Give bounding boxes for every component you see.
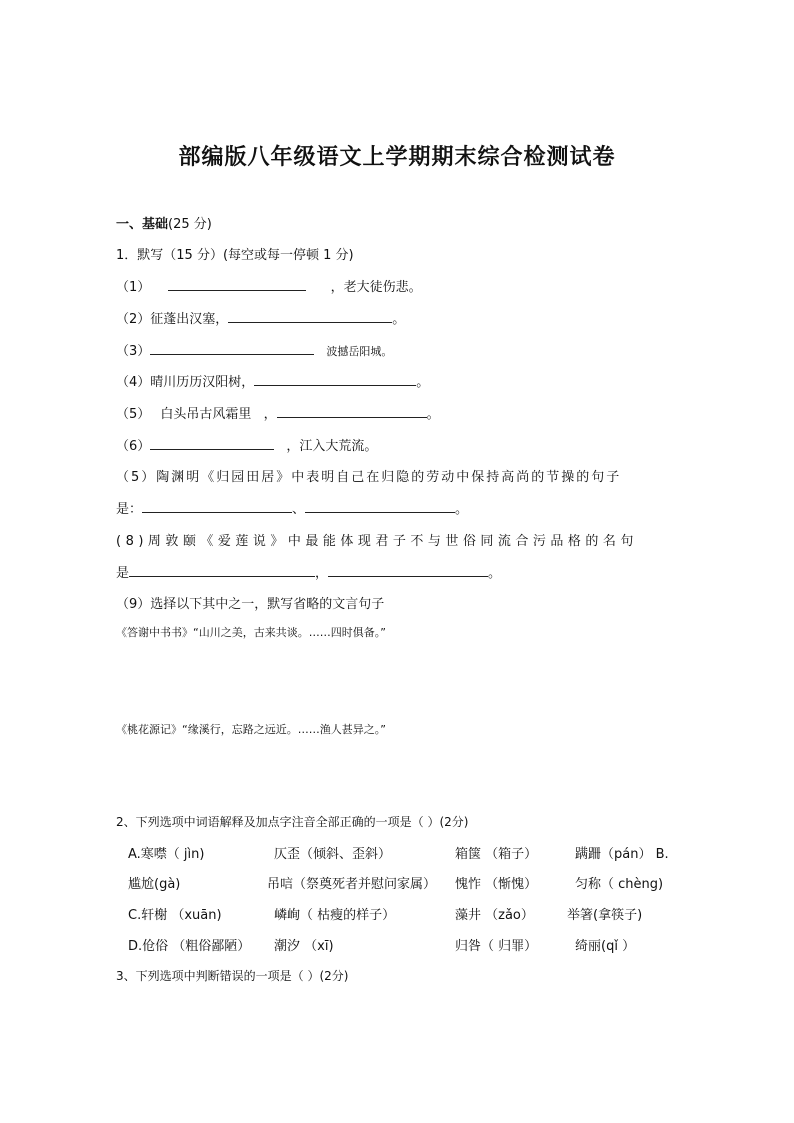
answer-blank[interactable]: [150, 340, 314, 355]
q1-tao-prompt: （5）陶渊明《归园田居》中表明自己在归隐的劳动中保持高尚的节操的句子: [116, 470, 622, 485]
item-number: （1）: [116, 280, 151, 295]
page-title: 部编版八年级语文上学期期末综合检测试卷: [178, 145, 616, 170]
section-score: (25 分): [168, 217, 212, 232]
q2-row-a: 箱箧 （箱子）: [455, 847, 538, 862]
line-end: 。: [488, 566, 502, 581]
item-number: （4）: [116, 375, 151, 390]
section-label: 一、基础: [116, 217, 169, 232]
q1-item-3: [116, 340, 392, 359]
item-text: 晴川历历汉阳树，: [150, 375, 255, 390]
q2-heading: 2、下列选项中词语解释及加点字注音全部正确的一项是（ ）(2分): [116, 815, 469, 829]
answer-blank[interactable]: [142, 498, 292, 513]
q2-row-d: 绮丽(qǐ ）: [575, 939, 636, 954]
q1-heading: 1．默写（15 分）(每空或每一停顿 1 分): [116, 248, 354, 263]
q1-item-4: [116, 371, 429, 390]
q2-row-b: 吊唁（祭奠死者并慰问家属）: [267, 877, 437, 892]
q2-row-c: 藻井 （zǎo）: [455, 908, 534, 923]
q2-row-d: 归咎（ 归罪）: [455, 939, 538, 954]
q3-heading: 3、下列选项中判断错误的一项是（ ）(2分): [116, 969, 349, 983]
section-heading: [116, 213, 212, 232]
item-text: 波撼岳阳城。: [326, 345, 393, 358]
item-text: 征蓬出汉塞，: [150, 312, 229, 327]
q2-row-b: 愧怍 （惭愧）: [455, 877, 538, 892]
answer-blank[interactable]: [129, 562, 315, 577]
q1-tao-answer-line: [116, 498, 468, 517]
item-number: （3）: [116, 344, 151, 359]
q1-zhou-prompt: (8)周敦颐《爱莲说》中最能体现君子不与世俗同流合污品格的名句: [116, 534, 638, 549]
item-number: （5）: [116, 407, 151, 422]
answer-blank[interactable]: [150, 435, 274, 450]
item-text-end: 。: [416, 375, 430, 390]
item-number: （2）: [116, 312, 151, 327]
item-text: ，江入大荒流。: [286, 439, 378, 454]
q2-row-b: 尴尬(gà): [128, 877, 181, 892]
item-text-end: 。: [426, 407, 440, 422]
q1-zhou-answer-line: [116, 562, 501, 581]
q1-item-6: [116, 435, 377, 454]
q2-row-d: 潮汐 （xī): [274, 939, 334, 954]
q2-row-c: C.轩榭 （xuān): [128, 908, 222, 923]
q1-item-1: [116, 276, 422, 295]
item-number: （6）: [116, 439, 151, 454]
q2-row-a: A.寒噤（ jìn): [128, 847, 205, 862]
q2-row-c: 嶙峋（ 枯瘦的样子）: [274, 908, 396, 923]
q2-row-a: 蹒跚（pán） B.: [575, 847, 669, 862]
line-end: 。: [455, 502, 469, 517]
separator: ，: [315, 566, 329, 581]
answer-blank[interactable]: [277, 403, 427, 418]
item-text: 白头吊古风霜里: [160, 407, 252, 422]
q1-item-9-option-1: 《答谢中书书》“山川之美，古来共谈。……四时俱备。”: [116, 626, 386, 639]
answer-blank[interactable]: [254, 371, 416, 386]
line-prefix: 是: [116, 566, 130, 581]
q2-row-c: 举箸(拿筷子): [567, 908, 643, 923]
separator: 、: [292, 502, 306, 517]
line-prefix: 是：: [116, 502, 143, 517]
q1-item-5: （5） 白头吊古风霜里 ， 。: [116, 403, 440, 422]
answer-blank[interactable]: [328, 562, 488, 577]
q1-item-2: [116, 308, 405, 327]
item-text-end: 。: [392, 312, 406, 327]
q1-item-9-option-2: 《桃花源记》“缘溪行，忘路之远近。……渔人甚异之。”: [116, 723, 386, 736]
answer-blank[interactable]: [228, 308, 392, 323]
q2-row-a: 仄歪（倾斜、歪斜）: [274, 847, 392, 862]
q1-item-9: （9）选择以下其中之一，默写省略的文言句子: [116, 597, 385, 612]
answer-blank[interactable]: [168, 276, 306, 291]
item-text: ，老大徒伤悲。: [330, 280, 422, 295]
q2-row-d: D.伧俗 （粗俗鄙陋）: [128, 939, 251, 954]
q2-row-b: 匀称（ chèng): [575, 877, 664, 892]
answer-blank[interactable]: [305, 498, 455, 513]
